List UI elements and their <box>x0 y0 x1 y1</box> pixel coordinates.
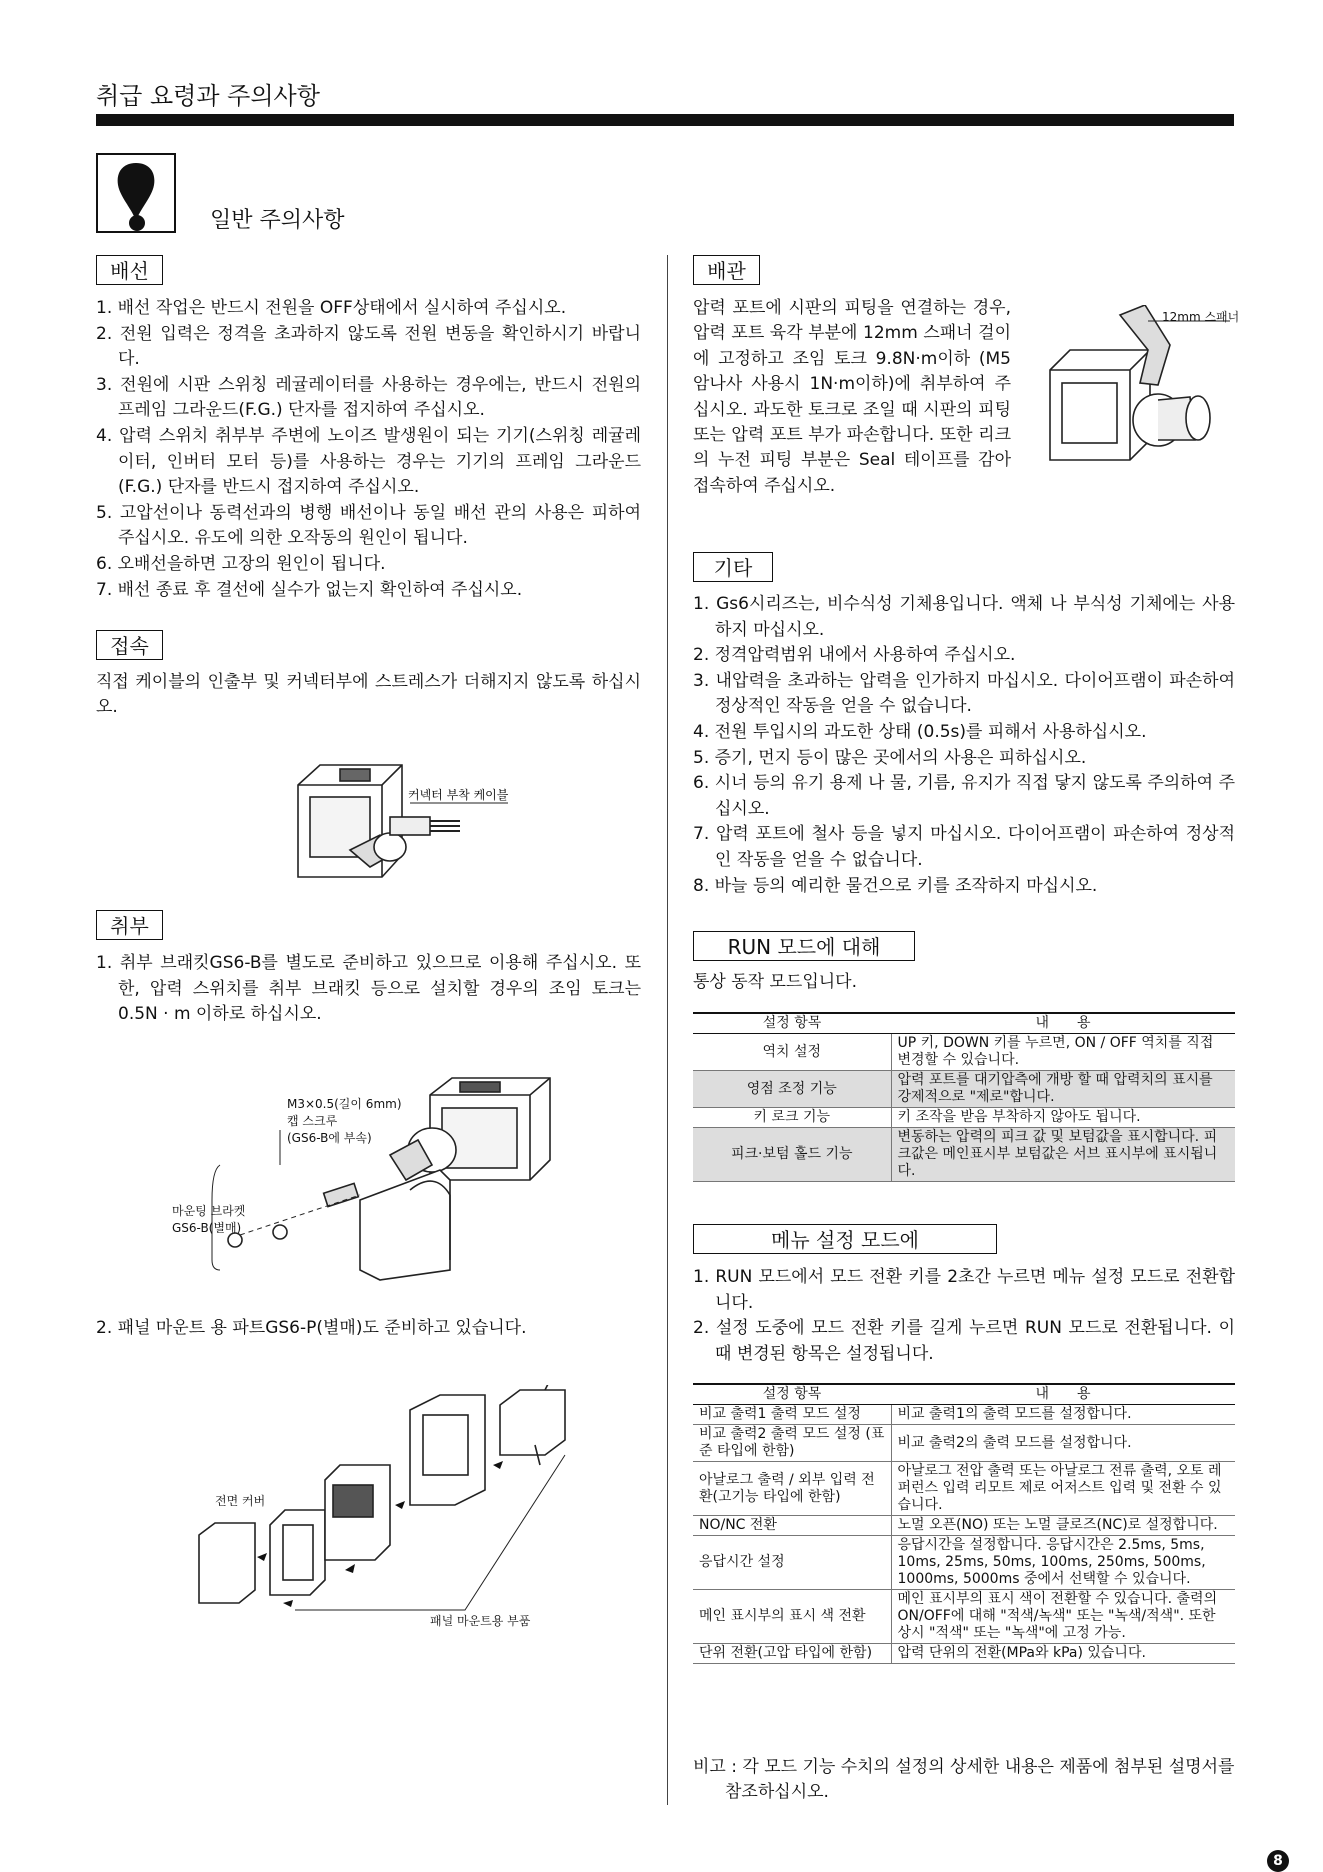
table-cell: 비교 출력1 출력 모드 설정 <box>693 1405 891 1425</box>
page-number: 8 <box>1267 1850 1289 1872</box>
screw-caption-line: M3×0.5(길이 6mm) <box>287 1097 402 1111</box>
table-row <box>693 1644 1235 1664</box>
table-cell: 비교 출력1의 출력 모드를 설정합니다. <box>891 1405 1235 1425</box>
table-cell: 변동하는 압력의 피크 값 및 보텀값을 표시합니다. 피크값은 메인표시부 보텀값은 서브 표시부에 표시됩니다. <box>891 1128 1235 1182</box>
bracket-caption-line: 마운팅 브라켓 <box>172 1204 246 1218</box>
table-row <box>693 1536 1235 1590</box>
list-item: 1. 취부 브래킷GS6-B를 별도로 준비하고 있으므로 이용해 주십시오. 또한, 압력 스위치를 취부 브래킷 등으로 설치할 경우의 조임 토크는 0.5N · m 이하로 하십시오. <box>96 953 641 1025</box>
mounting-list <box>96 951 641 1028</box>
list-item: 8. 바늘 등의 예리한 물건으로 키를 조작하지 마십시오. <box>693 875 1098 896</box>
table-header: 설정 항목 <box>693 1384 891 1405</box>
list-item: 1. RUN 모드에서 모드 전환 키를 2초간 누르면 메뉴 설정 모드로 전환합니다. <box>693 1267 1235 1313</box>
table-row <box>693 1108 1235 1128</box>
table-cell: NO/NC 전환 <box>693 1516 891 1536</box>
table-cell: 압력 포트를 대기압측에 개방 할 때 압력치의 표시를 강제적으로 "제로"합니다. <box>891 1071 1235 1108</box>
table-header: 내 용 <box>891 1384 1235 1405</box>
list-item: 7. 압력 포트에 철사 등을 넣지 마십시오. 다이어프램이 파손하여 정상적인 작동을 얻을 수 없습니다. <box>693 824 1235 870</box>
front-cover-caption: 전면 커버 <box>215 1494 266 1508</box>
table-row <box>693 1128 1235 1182</box>
footnote-line: 비고 : 각 모드 기능 수치의 설정의 상세한 내용은 제품에 첨부된 설명서를 <box>693 1757 1235 1777</box>
footnote-line: 참조하십시오. <box>725 1782 829 1802</box>
connection-text: 직접 케이블의 인출부 및 커넥터부에 스트레스가 더해지지 않도록 하십시오. <box>96 672 641 718</box>
bracket-caption <box>172 1203 245 1237</box>
table-cell: 아날로그 전압 출력 또는 아날로그 전류 출력, 오토 레퍼런스 입력 리모트 제로 어저스트 입력 및 전환 수 있습니다. <box>891 1462 1235 1516</box>
table-row <box>693 1071 1235 1108</box>
section-mounting-title: 취부 <box>96 910 163 940</box>
section-wiring-title: 배선 <box>96 255 163 285</box>
table-cell: UP 키, DOWN 키를 누르면, ON / OFF 역치를 직접 변경할 수 있습니다. <box>891 1034 1235 1071</box>
footnote <box>693 1755 1234 1805</box>
list-item: 3. 내압력을 초과하는 압력을 인가하지 마십시오. 다이어프램이 파손하여 정상적인 작동을 얻을 수 없습니다. <box>693 670 1235 717</box>
screw-caption-line: (GS6-B에 부속) <box>287 1131 372 1145</box>
section-connection-title: 접속 <box>96 630 163 660</box>
spanner-caption: 12mm 스패너 <box>1162 310 1240 324</box>
panel-part-caption: 패널 마운트용 부품 <box>430 1614 531 1628</box>
list-item: 3. 전원에 시판 스위칭 레귤레이터를 사용하는 경우에는, 반드시 전원의 프레임 그라운드(F.G.) 단자를 접지하여 주십시오. <box>96 374 641 421</box>
run-mode-table <box>693 1012 1235 1182</box>
list-item: 5. 증기, 먼지 등이 많은 곳에서의 사용은 피하십시오. <box>693 747 1087 768</box>
section-run-mode-title: RUN 모드에 대해 <box>693 931 915 961</box>
menu-mode-list <box>693 1265 1235 1367</box>
list-item: 7. 배선 종료 후 결선에 실수가 없는지 확인하여 주십시오. <box>96 579 523 600</box>
spanner-illustration <box>1040 305 1240 485</box>
table-cell: 노멀 오픈(NO) 또는 노멀 클로즈(NC)로 설정합니다. <box>891 1516 1235 1536</box>
table-header: 내 용 <box>891 1013 1235 1034</box>
table-row <box>693 1425 1235 1462</box>
table-cell: 메인 표시부의 표시 색 전환 <box>693 1590 891 1644</box>
table-row <box>693 1034 1235 1071</box>
connector-cable-caption: 커넥터 부착 케이블 <box>408 788 509 802</box>
table-cell: 키 조작을 받음 부착하지 않아도 됩니다. <box>891 1108 1235 1128</box>
table-cell: 메인 표시부의 표시 색이 전환할 수 있습니다. 출력의 ON/OFF에 대해 "적색/녹색" 또는 "녹색/적색". 또한 상시 "적색" 또는 "녹색"에 고정 가능. <box>891 1590 1235 1644</box>
list-item: 1. 배선 작업은 반드시 전원을 OFF상태에서 실시하여 주십시오. <box>96 298 567 318</box>
table-row <box>693 1462 1235 1516</box>
table-cell: 응답시간을 설정합니다. 응답시간은 2.5ms, 5ms, 10ms, 25ms, 50ms, 100ms, 250ms, 500ms, 1000ms, 5000ms 중에서 선택할 수 있습니다. <box>891 1536 1235 1590</box>
wiring-list <box>96 296 641 603</box>
piping-text: 압력 포트에 시판의 피팅을 연결하는 경우, 압력 포트 육각 부분에 12mm 스패너 걸이에 고정하고 조임 토크 9.8N·m이하 (M5 암나사 사용시 1N·m이하)에 취부하여 주십시오. 과도한 토크로 조일 때 시판의 피팅 또는 압력 포트 부가 파손합니다. 또한 리크의 누전 피팅 부분은 Seal 테이프를 감아 접속하여 주십시오. <box>693 298 1011 496</box>
section-piping-title: 배관 <box>693 255 760 285</box>
screw-caption <box>287 1096 402 1147</box>
menu-mode-table <box>693 1383 1235 1664</box>
list-item: 6. 오배선을하면 고장의 원인이 됩니다. <box>96 553 386 574</box>
table-row <box>693 1405 1235 1425</box>
table-cell: 비교 출력2 출력 모드 설정 (표준 타입에 한함) <box>693 1425 891 1462</box>
column-divider <box>667 255 668 1805</box>
table-cell: 응답시간 설정 <box>693 1536 891 1590</box>
table-cell: 영점 조정 기능 <box>693 1071 891 1108</box>
table-cell: 단위 전환(고압 타입에 한함) <box>693 1644 891 1664</box>
list-item: 4. 전원 투입시의 과도한 상태 (0.5s)를 피해서 사용하십시오. <box>693 721 1147 742</box>
screw-caption-line: 캡 스크루 <box>287 1114 338 1128</box>
list-item: 1. Gs6시리즈는, 비수식성 기체용입니다. 액체 나 부식성 기체에는 사용하지 마십시오. <box>693 594 1235 640</box>
connector-cable-illustration <box>290 755 520 885</box>
mounting-item-2: 2. 패널 마운트 용 파트GS6-P(별매)도 준비하고 있습니다. <box>96 1318 527 1338</box>
page-title: 취급 요령과 주의사항 <box>96 82 320 110</box>
list-item: 2. 설정 도중에 모드 전환 키를 길게 누르면 RUN 모드로 전환됩니다. 이때 변경된 항목은 설정됩니다. <box>693 1318 1235 1364</box>
table-cell: 비교 출력2의 출력 모드를 설정합니다. <box>891 1425 1235 1462</box>
header-rule <box>96 114 1234 126</box>
table-row <box>693 1516 1235 1536</box>
section-others-title: 기타 <box>693 552 773 582</box>
list-item: 6. 시너 등의 유기 용제 나 물, 기름, 유지가 직접 닿지 않도록 주의하여 주십시오. <box>693 773 1235 819</box>
table-row <box>693 1590 1235 1644</box>
general-caution-title: 일반 주의사항 <box>210 208 345 233</box>
table-cell: 압력 단위의 전환(MPa와 kPa) 있습니다. <box>891 1644 1235 1664</box>
section-menu-mode-title: 메뉴 설정 모드에 <box>693 1224 997 1254</box>
run-mode-text: 통상 동작 모드입니다. <box>693 972 858 992</box>
bracket-caption-line: GS6-B(별매) <box>172 1221 242 1235</box>
table-cell: 아날로그 출력 / 외부 입력 전환(고기능 타입에 한함) <box>693 1462 891 1516</box>
others-list <box>693 592 1235 899</box>
table-cell: 피크·보텀 홀드 기능 <box>693 1128 891 1182</box>
list-item: 4. 압력 스위치 취부부 주변에 노이즈 발생원이 되는 기기(스위칭 레귤레이터, 인버터 모터 등)를 사용하는 경우는 기기의 프레임 그라운드 (F.G.) 단자를 반드시 접지하여 주십시오. <box>96 425 641 498</box>
table-cell: 역치 설정 <box>693 1034 891 1071</box>
list-item: 2. 정격압력범위 내에서 사용하여 주십시오. <box>693 645 1016 666</box>
table-cell: 키 로크 기능 <box>693 1108 891 1128</box>
exclamation-dot-icon <box>129 215 145 231</box>
list-item: 2. 전원 입력은 정격을 초과하지 않도록 전원 변동을 확인하시기 바랍니다. <box>96 323 641 370</box>
list-item: 5. 고압선이나 동력선과의 병행 배선이나 동일 배선 관의 사용은 피하여 주십시오. 유도에 의한 오작동의 원인이 됩니다. <box>96 502 641 549</box>
table-header: 설정 항목 <box>693 1013 891 1034</box>
